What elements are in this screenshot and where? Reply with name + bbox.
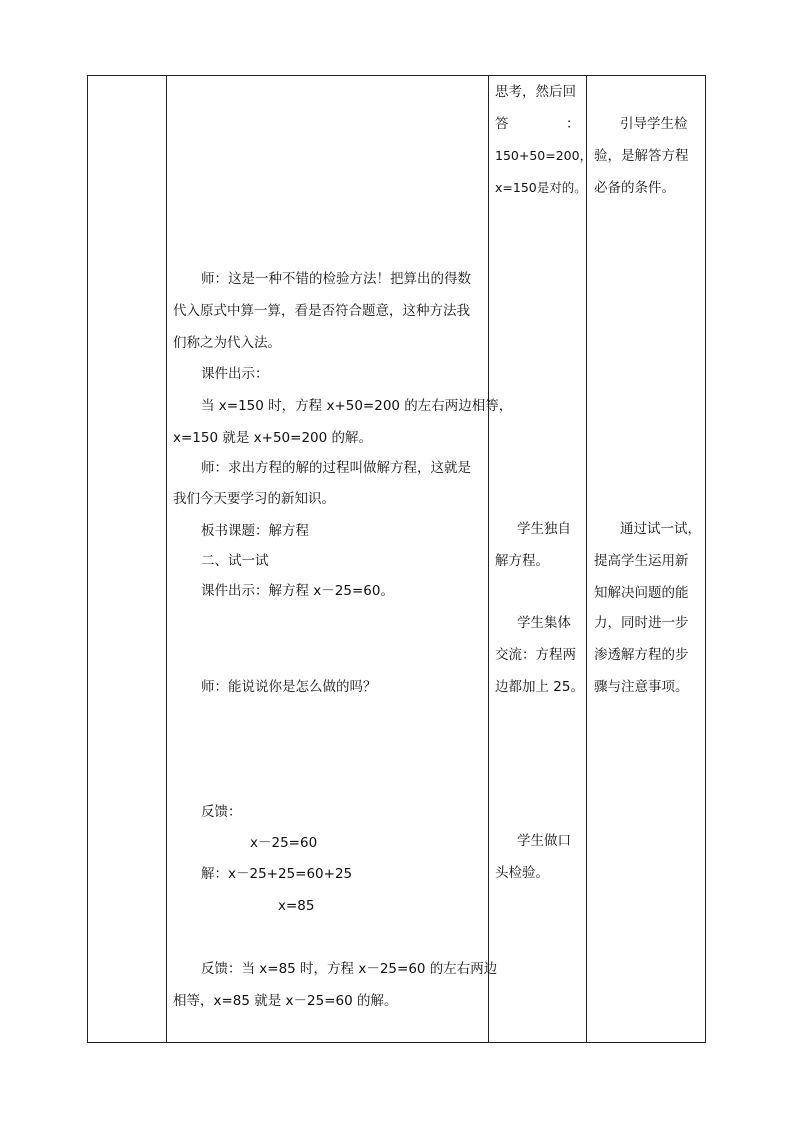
lesson-text: 课件出示：解方程 x－25=60。	[201, 583, 394, 599]
lesson-text: 们称之为代入法。	[173, 335, 281, 351]
column-divider-2	[488, 75, 489, 1043]
section-heading: 二、试一试	[201, 553, 269, 569]
intent-text: 验，是解答方程	[594, 148, 689, 164]
student-text: 思考，然后回	[495, 84, 576, 100]
student-text: 学生做口	[517, 833, 571, 849]
intent-text: 骤与注意事项。	[594, 679, 689, 695]
lesson-text: 相等，x=85 就是 x－25=60 的解。	[173, 993, 398, 1009]
student-text: x=150是对的。	[495, 180, 587, 195]
lesson-text: 师：求出方程的解的过程叫做解方程，这就是	[201, 460, 471, 476]
intent-text: 力，同时进一步	[594, 615, 689, 631]
equation-line: x－25=60	[250, 835, 318, 851]
lesson-text: 师：这是一种不错的检验方法！把算出的得数	[201, 271, 471, 287]
student-text: 解方程。	[495, 553, 549, 569]
column-divider-3	[586, 75, 587, 1043]
intent-text: 渗透解方程的步	[594, 647, 689, 663]
student-text: 学生独自	[517, 521, 571, 537]
equation-line: x=85	[278, 898, 315, 914]
lesson-text: x=150 就是 x+50=200 的解。	[173, 430, 372, 446]
equation-line: 解：x－25+25=60+25	[201, 866, 353, 882]
student-text: 答	[495, 116, 509, 132]
lesson-text: 课件出示：	[201, 366, 269, 382]
student-text: 交流：方程两	[495, 647, 576, 663]
lesson-text: 反馈：	[201, 804, 242, 820]
intent-text: 知解决问题的能	[594, 585, 689, 601]
student-text: 头检验。	[495, 865, 549, 881]
student-text: ：	[566, 116, 580, 132]
intent-text: 提高学生运用新	[594, 553, 689, 569]
lesson-text: 我们今天要学习的新知识。	[173, 491, 335, 507]
lesson-text: 师：能说说你是怎么做的吗？	[201, 679, 377, 695]
student-text: 边都加上 25。	[495, 679, 584, 695]
intent-text: 通过试一试，	[620, 521, 701, 537]
lesson-text: 代入原式中算一算，看是否符合题意，这种方法我	[173, 303, 470, 319]
lesson-text: 反馈：当 x=85 时，方程 x－25=60 的左右两边	[201, 961, 498, 977]
lesson-text: 板书课题：解方程	[201, 523, 309, 539]
lesson-text: 当 x=150 时，方程 x+50=200 的左右两边相等，	[201, 398, 513, 414]
student-text: 学生集体	[517, 615, 571, 631]
student-text: 150+50=200，	[495, 148, 593, 163]
intent-text: 必备的条件。	[594, 180, 675, 196]
column-divider-1	[166, 75, 167, 1043]
intent-text: 引导学生检	[620, 116, 688, 132]
